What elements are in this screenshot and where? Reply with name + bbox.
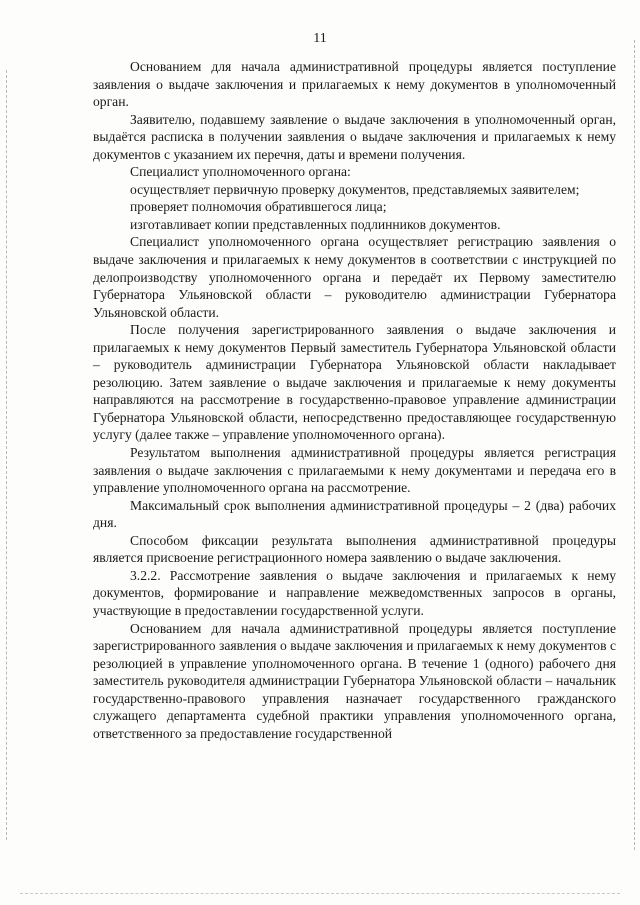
paragraph-specialist-heading: Специалист уполномоченного органа:: [130, 164, 351, 180]
paragraph-procedure-basis: Основанием для начала административной процедуры является поступление заявления о выдаче заключения и прилагаемых к нему документов в уполномоченный орган.: [93, 59, 616, 110]
paragraph-resolution: После получения зарегистрированного заявления о выдаче заключения и прилагаемых к нему документов Первый заместитель Губернатора Ульяновской области – руководитель администрации Губернатора Ульяновской области накладывает резолюцию. Затем заявление о выдаче заключения и прилагаемые к нему документы направляются на рассмотрение в государственно-правовое управление администрации Губернатора Ульяновской области, непосредственно предоставляющее государственную услугу (далее также – управление уполномоченного органа).: [93, 322, 616, 443]
paragraph-receipt: Заявителю, подавшему заявление о выдаче заключения в уполномоченный орган, выдаётся расписка в получении заявления о выдаче заключения и прилагаемых к нему документов с указанием их перечня, даты и времени получения.: [93, 111, 616, 162]
paragraph-fixation-method: Способом фиксации результата выполнения административной процедуры является присвоение регистрационного номера заявлению о выдаче заключения.: [93, 532, 616, 566]
scan-edge-left: [6, 70, 7, 840]
list-item-make-copies: изготавливает копии представленных подлинников документов.: [130, 216, 501, 232]
scan-edge-right: [634, 40, 635, 850]
list-item-primary-check: осуществляет первичную проверку документов, представляемых заявителем;: [130, 181, 580, 197]
scan-edge-bottom: [20, 893, 620, 894]
section-heading-3-2-2: 3.2.2. Рассмотрение заявления о выдаче заключения и прилагаемых к нему документов, формирование и направление межведомственных запросов в органы, участвующие в предоставлении государственной услуги.: [93, 567, 616, 618]
paragraph-max-term: Максимальный срок выполнения административной процедуры – 2 (два) рабочих дня.: [93, 497, 616, 531]
paragraph-registration: Специалист уполномоченного органа осуществляет регистрацию заявления о выдаче заключения и прилагаемых к нему документов в соответствии с инструкцией по делопроизводству уполномоченного органа и передаёт их Первому заместителю Губернатора Ульяновской области – руководителю администрации Губернатора Ульяновской области.: [93, 234, 616, 320]
page-number: 11: [313, 31, 327, 46]
paragraph-result: Результатом выполнения административной процедуры является регистрация заявления о выдаче заключения с прилагаемыми к нему документами и передача его в управление уполномоченного органа на рассмотрение.: [93, 445, 616, 496]
list-item-check-authority: проверяет полномочия обратившегося лица;: [130, 199, 387, 215]
document-body: [93, 58, 616, 742]
paragraph-review-basis: Основанием для начала административной процедуры является поступление зарегистрированного заявления о выдаче заключения и прилагаемых к нему документов с резолюцией в управление уполномоченного органа. В течение 1 (одного) рабочего дня заместитель руководителя администрации Губернатора Ульяновской области – начальник государственно-правового управления назначает государственного гражданского служащего департамента судебной практики управления уполномоченного органа, ответственного за предоставление государственной: [93, 620, 616, 741]
